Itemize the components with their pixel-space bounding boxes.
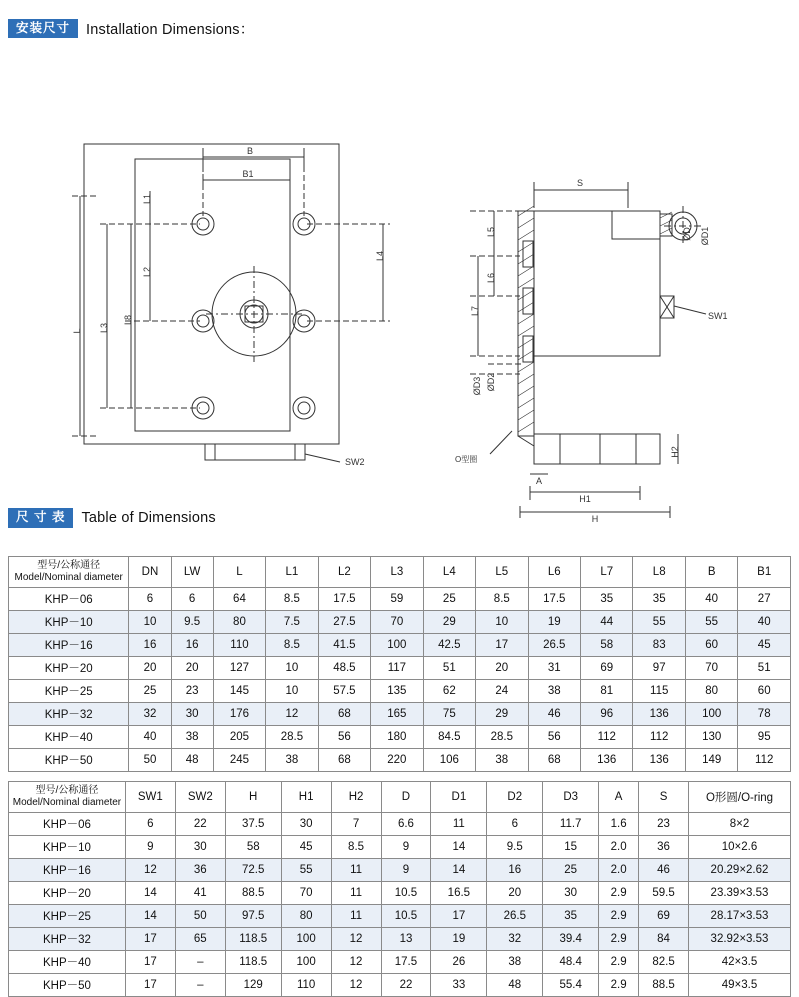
svg-text:ØD1: ØD1	[700, 226, 710, 246]
column-header-l4: L4	[423, 557, 475, 588]
cell-lw: 23	[171, 680, 213, 703]
cell-b: 70	[685, 657, 737, 680]
svg-text:SW1: SW1	[708, 311, 728, 321]
table-row	[9, 703, 791, 726]
cell-s: 46	[639, 859, 689, 882]
svg-text:SW2: SW2	[345, 457, 365, 467]
column-header-oring: O形圆/O-ring	[689, 782, 791, 813]
cell-h2: 8.5	[331, 836, 381, 859]
column-header-lw: LW	[171, 557, 213, 588]
cell-a: 2.9	[599, 951, 639, 974]
cell-l4: 51	[423, 657, 475, 680]
cell-b1: 51	[738, 657, 791, 680]
cell-d2: 32	[487, 928, 543, 951]
cell-l1: 10	[266, 680, 318, 703]
table-row	[9, 680, 791, 703]
cell-d2: 9.5	[487, 836, 543, 859]
cell-l5: 17	[476, 634, 528, 657]
dimensions-table-1	[8, 556, 791, 772]
cell-model: KHP－32	[9, 928, 126, 951]
cell-sw2: 22	[175, 813, 225, 836]
cell-oring: 23.39×3.53	[689, 882, 791, 905]
cell-h2: 7	[331, 813, 381, 836]
cell-model: KHP－16	[9, 634, 129, 657]
installation-title: Installation Dimensions：	[86, 22, 255, 38]
cell-a: 2.9	[599, 882, 639, 905]
cell-oring: 42×3.5	[689, 951, 791, 974]
cell-sw2: 41	[175, 882, 225, 905]
cell-h: 58	[225, 836, 281, 859]
svg-text:L2: L2	[142, 266, 152, 278]
table-row	[9, 749, 791, 772]
cell-l2: 17.5	[318, 588, 370, 611]
svg-text:L3: L3	[99, 322, 109, 334]
cell-l3: 117	[371, 657, 423, 680]
cell-h1: 45	[281, 836, 331, 859]
cell-lw: 6	[171, 588, 213, 611]
svg-text:B: B	[246, 146, 254, 156]
cell-a: 1.6	[599, 813, 639, 836]
cell-l: 64	[213, 588, 265, 611]
cell-l3: 59	[371, 588, 423, 611]
table-row	[9, 634, 791, 657]
cell-l8: 115	[633, 680, 685, 703]
cell-s: 36	[639, 836, 689, 859]
cell-dn: 40	[129, 726, 171, 749]
cell-a: 2.0	[599, 859, 639, 882]
cell-s: 84	[639, 928, 689, 951]
cell-oring: 10×2.6	[689, 836, 791, 859]
cell-b: 149	[685, 749, 737, 772]
cell-d2: 16	[487, 859, 543, 882]
cell-l7: 44	[581, 611, 633, 634]
cell-d: 13	[381, 928, 431, 951]
cell-l: 127	[213, 657, 265, 680]
cell-l4: 25	[423, 588, 475, 611]
cell-l1: 8.5	[266, 634, 318, 657]
cell-d3: 39.4	[543, 928, 599, 951]
cell-h: 118.5	[225, 928, 281, 951]
svg-text:H2: H2	[670, 446, 680, 458]
svg-text:A: A	[535, 476, 543, 486]
cell-l5: 20	[476, 657, 528, 680]
cell-l5: 10	[476, 611, 528, 634]
cell-lw: 38	[171, 726, 213, 749]
column-header-d: D	[381, 782, 431, 813]
cell-l5: 29	[476, 703, 528, 726]
cell-l3: 165	[371, 703, 423, 726]
cell-sw2: –	[175, 951, 225, 974]
svg-text:H: H	[591, 514, 599, 524]
cell-sw1: 17	[125, 974, 175, 997]
cell-d3: 15	[543, 836, 599, 859]
svg-text:L1: L1	[142, 193, 152, 205]
cell-d1: 17	[431, 905, 487, 928]
column-header-sw1: SW1	[125, 782, 175, 813]
table-row	[9, 928, 791, 951]
cell-h2: 11	[331, 905, 381, 928]
svg-text:S: S	[576, 178, 584, 188]
cell-h2: 11	[331, 882, 381, 905]
cell-l2: 48.5	[318, 657, 370, 680]
cell-l7: 69	[581, 657, 633, 680]
cell-dn: 16	[129, 634, 171, 657]
cell-l1: 12	[266, 703, 318, 726]
cell-h1: 100	[281, 928, 331, 951]
cell-d: 9	[381, 859, 431, 882]
svg-text:ØD: ØD	[682, 227, 692, 241]
svg-text:L4: L4	[375, 250, 385, 262]
svg-text:L5: L5	[486, 226, 496, 238]
cell-l8: 136	[633, 749, 685, 772]
table-row	[9, 905, 791, 928]
cell-a: 2.0	[599, 836, 639, 859]
cell-h2: 12	[331, 974, 381, 997]
cell-l2: 57.5	[318, 680, 370, 703]
cell-sw2: 50	[175, 905, 225, 928]
cell-l7: 112	[581, 726, 633, 749]
cell-oring: 32.92×3.53	[689, 928, 791, 951]
column-header-l8: L8	[633, 557, 685, 588]
cell-l4: 42.5	[423, 634, 475, 657]
cell-s: 23	[639, 813, 689, 836]
cell-s: 69	[639, 905, 689, 928]
svg-text:O型圈: O型圈	[455, 455, 478, 464]
cell-sw2: 30	[175, 836, 225, 859]
cell-sw1: 14	[125, 905, 175, 928]
svg-text:ØD3: ØD3	[472, 376, 482, 396]
cell-d: 10.5	[381, 882, 431, 905]
cell-l7: 58	[581, 634, 633, 657]
svg-text:ØD2: ØD2	[486, 372, 496, 392]
column-header-a: A	[599, 782, 639, 813]
cell-b1: 27	[738, 588, 791, 611]
table-row	[9, 974, 791, 997]
cell-oring: 20.29×2.62	[689, 859, 791, 882]
cell-d1: 19	[431, 928, 487, 951]
cell-d3: 25	[543, 859, 599, 882]
cell-l7: 96	[581, 703, 633, 726]
cell-h2: 12	[331, 928, 381, 951]
cell-l4: 106	[423, 749, 475, 772]
cell-l8: 35	[633, 588, 685, 611]
cell-l3: 70	[371, 611, 423, 634]
table-row	[9, 882, 791, 905]
table-row	[9, 836, 791, 859]
cell-l8: 97	[633, 657, 685, 680]
table-row	[9, 588, 791, 611]
cell-l: 110	[213, 634, 265, 657]
cell-h2: 11	[331, 859, 381, 882]
cell-a: 2.9	[599, 974, 639, 997]
cell-b1: 60	[738, 680, 791, 703]
table-row	[9, 611, 791, 634]
cell-model: KHP－25	[9, 905, 126, 928]
cell-sw1: 9	[125, 836, 175, 859]
cell-d2: 6	[487, 813, 543, 836]
cell-h: 118.5	[225, 951, 281, 974]
cell-sw1: 6	[125, 813, 175, 836]
cell-d1: 16.5	[431, 882, 487, 905]
cell-dn: 20	[129, 657, 171, 680]
cell-model: KHP－06	[9, 588, 129, 611]
cell-l3: 180	[371, 726, 423, 749]
cell-b1: 112	[738, 749, 791, 772]
table-row	[9, 813, 791, 836]
column-header-b: B	[685, 557, 737, 588]
cell-model: KHP－50	[9, 749, 129, 772]
cell-model: KHP－10	[9, 836, 126, 859]
cell-model: KHP－16	[9, 859, 126, 882]
cell-l7: 136	[581, 749, 633, 772]
cell-l: 145	[213, 680, 265, 703]
cell-lw: 48	[171, 749, 213, 772]
column-header-model	[9, 557, 129, 588]
cell-sw1: 17	[125, 951, 175, 974]
cell-h1: 80	[281, 905, 331, 928]
column-header-h: H	[225, 782, 281, 813]
cell-b: 100	[685, 703, 737, 726]
svg-text:L6: L6	[486, 272, 496, 284]
cell-model: KHP－10	[9, 611, 129, 634]
cell-model: KHP－50	[9, 974, 126, 997]
cell-sw1: 14	[125, 882, 175, 905]
cell-b: 130	[685, 726, 737, 749]
cell-d1: 11	[431, 813, 487, 836]
svg-text:B1: B1	[242, 169, 254, 179]
table-row	[9, 657, 791, 680]
cell-l4: 62	[423, 680, 475, 703]
cell-l1: 7.5	[266, 611, 318, 634]
cell-l2: 27.5	[318, 611, 370, 634]
cell-b: 60	[685, 634, 737, 657]
cell-l5: 24	[476, 680, 528, 703]
cell-model: KHP－06	[9, 813, 126, 836]
cell-d: 10.5	[381, 905, 431, 928]
cell-dn: 32	[129, 703, 171, 726]
cell-a: 2.9	[599, 928, 639, 951]
svg-text:H1: H1	[579, 494, 591, 504]
cell-l6: 19	[528, 611, 580, 634]
cell-h: 129	[225, 974, 281, 997]
column-header-d1: D1	[431, 782, 487, 813]
column-header-l2: L2	[318, 557, 370, 588]
cell-a: 2.9	[599, 905, 639, 928]
cell-l3: 100	[371, 634, 423, 657]
cell-d: 17.5	[381, 951, 431, 974]
column-header-h2: H2	[331, 782, 381, 813]
column-header-s: S	[639, 782, 689, 813]
column-header-dn: DN	[129, 557, 171, 588]
cell-h1: 30	[281, 813, 331, 836]
cell-l2: 41.5	[318, 634, 370, 657]
cell-sw2: 36	[175, 859, 225, 882]
cell-l6: 46	[528, 703, 580, 726]
cell-d3: 11.7	[543, 813, 599, 836]
cell-l4: 75	[423, 703, 475, 726]
table-row	[9, 726, 791, 749]
cell-h: 97.5	[225, 905, 281, 928]
cell-h1: 100	[281, 951, 331, 974]
table-header-row	[9, 557, 791, 588]
cell-l6: 68	[528, 749, 580, 772]
cell-lw: 9.5	[171, 611, 213, 634]
cell-l8: 83	[633, 634, 685, 657]
column-header-l7: L7	[581, 557, 633, 588]
cell-l: 245	[213, 749, 265, 772]
cell-l: 205	[213, 726, 265, 749]
cell-l6: 17.5	[528, 588, 580, 611]
cell-sw2: 65	[175, 928, 225, 951]
cell-d: 9	[381, 836, 431, 859]
section-header-table-of-dimensions	[8, 508, 216, 528]
svg-text:L8: L8	[123, 314, 133, 326]
cell-model: KHP－20	[9, 882, 126, 905]
cell-l6: 56	[528, 726, 580, 749]
cell-lw: 16	[171, 634, 213, 657]
cell-b1: 40	[738, 611, 791, 634]
cell-l8: 55	[633, 611, 685, 634]
cell-l1: 28.5	[266, 726, 318, 749]
cell-dn: 6	[129, 588, 171, 611]
cell-sw1: 17	[125, 928, 175, 951]
svg-text:L7: L7	[470, 305, 480, 317]
cell-h: 88.5	[225, 882, 281, 905]
column-header-l3: L3	[371, 557, 423, 588]
cell-l6: 38	[528, 680, 580, 703]
column-header-l6: L6	[528, 557, 580, 588]
cell-s: 82.5	[639, 951, 689, 974]
cell-d1: 33	[431, 974, 487, 997]
cell-l7: 35	[581, 588, 633, 611]
cell-l6: 26.5	[528, 634, 580, 657]
cell-d3: 55.4	[543, 974, 599, 997]
cell-l4: 84.5	[423, 726, 475, 749]
cell-dn: 10	[129, 611, 171, 634]
dimensions-table-2	[8, 781, 791, 997]
cell-l1: 38	[266, 749, 318, 772]
cell-b: 40	[685, 588, 737, 611]
cell-oring: 28.17×3.53	[689, 905, 791, 928]
cell-l5: 38	[476, 749, 528, 772]
column-header-model-en: Model/Nominal diameter	[14, 572, 123, 583]
cell-l2: 68	[318, 749, 370, 772]
cell-dn: 50	[129, 749, 171, 772]
cell-d2: 48	[487, 974, 543, 997]
cell-model: KHP－40	[9, 726, 129, 749]
cell-l4: 29	[423, 611, 475, 634]
cell-l5: 8.5	[476, 588, 528, 611]
cell-l6: 31	[528, 657, 580, 680]
column-header-l: L	[213, 557, 265, 588]
column-header-sw2: SW2	[175, 782, 225, 813]
column-header-l1: L1	[266, 557, 318, 588]
cell-d: 22	[381, 974, 431, 997]
cell-d2: 20	[487, 882, 543, 905]
cell-lw: 20	[171, 657, 213, 680]
cell-d1: 26	[431, 951, 487, 974]
table-header-row	[9, 782, 791, 813]
cell-l1: 8.5	[266, 588, 318, 611]
cell-model: KHP－32	[9, 703, 129, 726]
column-header-l5: L5	[476, 557, 528, 588]
cell-d1: 14	[431, 859, 487, 882]
cell-l8: 136	[633, 703, 685, 726]
cell-oring: 49×3.5	[689, 974, 791, 997]
column-header-model-cn: 型号/公称通径	[35, 785, 99, 796]
column-header-model-en: Model/Nominal diameter	[12, 797, 122, 808]
table-row	[9, 951, 791, 974]
column-header-model-cn: 型号/公称通径	[37, 560, 101, 571]
cell-b: 80	[685, 680, 737, 703]
cell-d3: 35	[543, 905, 599, 928]
cell-h2: 12	[331, 951, 381, 974]
table-of-dimensions-badge: 尺 寸 表	[8, 508, 73, 528]
cell-d3: 48.4	[543, 951, 599, 974]
cell-b1: 95	[738, 726, 791, 749]
cell-model: KHP－40	[9, 951, 126, 974]
section-header-installation	[8, 18, 254, 39]
cell-d1: 14	[431, 836, 487, 859]
cell-h1: 70	[281, 882, 331, 905]
cell-sw2: –	[175, 974, 225, 997]
cell-b1: 78	[738, 703, 791, 726]
cell-l: 176	[213, 703, 265, 726]
column-header-model	[9, 782, 126, 813]
cell-d: 6.6	[381, 813, 431, 836]
installation-badge: 安装尺寸	[8, 19, 78, 39]
cell-l5: 28.5	[476, 726, 528, 749]
cell-s: 59.5	[639, 882, 689, 905]
cell-d2: 26.5	[487, 905, 543, 928]
cell-l2: 68	[318, 703, 370, 726]
cell-model: KHP－20	[9, 657, 129, 680]
cell-l1: 10	[266, 657, 318, 680]
cell-h: 37.5	[225, 813, 281, 836]
column-header-b1: B1	[738, 557, 791, 588]
cell-l3: 220	[371, 749, 423, 772]
cell-lw: 30	[171, 703, 213, 726]
cell-b1: 45	[738, 634, 791, 657]
cell-d3: 30	[543, 882, 599, 905]
cell-h1: 55	[281, 859, 331, 882]
cell-d2: 38	[487, 951, 543, 974]
column-header-h1: H1	[281, 782, 331, 813]
cell-l2: 56	[318, 726, 370, 749]
column-header-d2: D2	[487, 782, 543, 813]
cell-l7: 81	[581, 680, 633, 703]
column-header-d3: D3	[543, 782, 599, 813]
cell-l3: 135	[371, 680, 423, 703]
cell-oring: 8×2	[689, 813, 791, 836]
table-row	[9, 859, 791, 882]
cell-s: 88.5	[639, 974, 689, 997]
cell-h: 72.5	[225, 859, 281, 882]
cell-l8: 112	[633, 726, 685, 749]
cell-sw1: 12	[125, 859, 175, 882]
svg-text:L: L	[72, 328, 82, 334]
cell-l: 80	[213, 611, 265, 634]
table-of-dimensions-title: Table of Dimensions	[81, 509, 216, 526]
cell-model: KHP－25	[9, 680, 129, 703]
cell-b: 55	[685, 611, 737, 634]
cell-h1: 110	[281, 974, 331, 997]
cell-dn: 25	[129, 680, 171, 703]
